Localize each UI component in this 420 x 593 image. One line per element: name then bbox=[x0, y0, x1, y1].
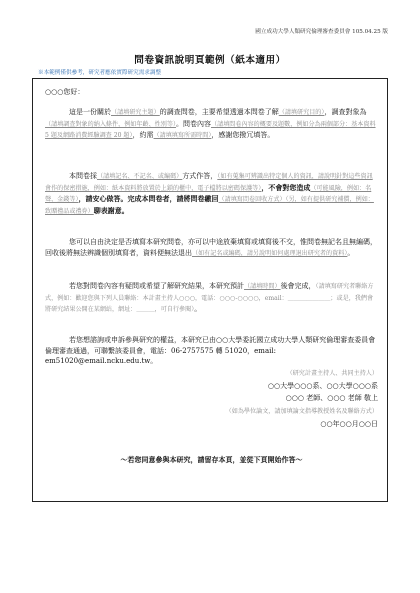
text: 您可以自由決定是否填寫本研究問卷，亦可以中途放棄填寫或填寫後不交，惟問卷無記名且無編碼，回收後將無法辨識個別填寫者，資料便無法退出 bbox=[45, 238, 377, 257]
text: ，約需 bbox=[132, 131, 154, 140]
greeting: ○○○您好： bbox=[45, 88, 85, 96]
page-title: 問卷資訊說明頁範例（紙本適用） bbox=[134, 55, 286, 66]
placeholder: （請填填寫所需時間） bbox=[153, 132, 212, 140]
signature-date: ○○年○○月○○日 bbox=[320, 420, 378, 428]
signature-names: ○○○ 老師、○○○ 老師 敬上 bbox=[285, 394, 378, 402]
placeholder: （請填寫問卷回收方式） bbox=[218, 196, 286, 204]
placeholder: （請填時間） bbox=[244, 283, 281, 290]
text: 聊表謝意。 bbox=[93, 205, 129, 215]
paragraph-withdrawal bbox=[45, 237, 378, 259]
text: 的調查問卷，主要希望透過本問卷了解 bbox=[159, 108, 279, 116]
placeholder: （請填研究主題） bbox=[111, 109, 160, 116]
thesis-note: （如為學位論文，請加填論文指導教授姓名及聯絡方式） bbox=[225, 408, 378, 415]
placeholder: （如有蒐集可辨識出特定個人的資訊，請說明針對這些資訊會作的保密措施，例如：紙本資料將放置於上鎖的櫃中，電子檔將以密碼保護等） bbox=[45, 173, 373, 192]
signature-dept: ○○大學○○○系、○○大學○○○系 bbox=[267, 382, 378, 390]
paragraph-contact bbox=[45, 281, 378, 316]
text: 方式作答， bbox=[182, 172, 218, 180]
placeholder: （請填研究目的） bbox=[278, 109, 325, 116]
paragraph-purpose bbox=[45, 107, 378, 142]
text: ，感謝您撥冗填答。 bbox=[211, 131, 275, 140]
placeholder: （如有記名或編碼，請另說明如何處理退出研究者的資料） bbox=[192, 249, 348, 257]
text: 。 bbox=[194, 305, 202, 314]
reference-note: ※本範例僅供參考，研究者應依實際研究需求調整 bbox=[38, 70, 162, 76]
placeholder: （請填記名、不記名、或編碼） bbox=[97, 173, 183, 180]
text: 後會完成， bbox=[280, 282, 316, 290]
closing-line: ～若您同意參與本研究，請留存本頁，並從下頁開始作答～ bbox=[120, 455, 303, 464]
version-header: 國立成功大學人類研究倫理審查委員會 105.04.25 版 bbox=[255, 29, 388, 35]
text: 。問卷內容 bbox=[176, 119, 212, 128]
text: 這是一份關於 bbox=[69, 108, 111, 116]
signature-note: （研究計畫主持人、共同主持人） bbox=[286, 370, 378, 377]
text: ，調查對象為 bbox=[324, 108, 367, 116]
text: 若您想諮詢或申訴參與研究的權益，本研究已由○○大學委託國立成功大學人類研究倫理審查委員會倫理審查通過，可聯繫該委員會，電話：06-2757575 轉 51020，email: em51020@email.ncku.edu.tw。 bbox=[45, 336, 376, 366]
placeholder: （可能風險，例如：名聲、金錢等） bbox=[45, 184, 372, 204]
text: 本問卷採 bbox=[69, 172, 97, 180]
text: ，請安心做答。完成本問卷者，請將問卷繳回 bbox=[78, 194, 219, 204]
info-box bbox=[32, 78, 388, 502]
paragraph-method bbox=[45, 171, 378, 217]
paragraph-ethics bbox=[45, 335, 378, 367]
placeholder: （另，如有提供研究補償，例如：致贈禮品或禮券） bbox=[45, 196, 374, 215]
text: 若您對問卷內容有疑問或希望了解研究結果，本研究預計 bbox=[69, 282, 244, 290]
placeholder: （請填調查對象的納入條件，例如年齡、性別等） bbox=[45, 120, 177, 128]
placeholder: （請填問卷內容的概要及題數，例如分為兩個部分：基本資料 5 題及網路消費經驗調查 20 題） bbox=[45, 120, 376, 140]
placeholder: （請填寫研究者聯絡方式，例如：歡迎您與下列人員聯絡：本計畫主持人○○○，電話：○○○-○○○○，email：＿＿＿＿＿＿＿；或是，我們會將研究結果公開在某網站，網址：＿＿＿，可自行參閱） bbox=[45, 283, 374, 314]
text: 。 bbox=[347, 248, 355, 257]
text: ，不會對您造成 bbox=[261, 182, 311, 192]
